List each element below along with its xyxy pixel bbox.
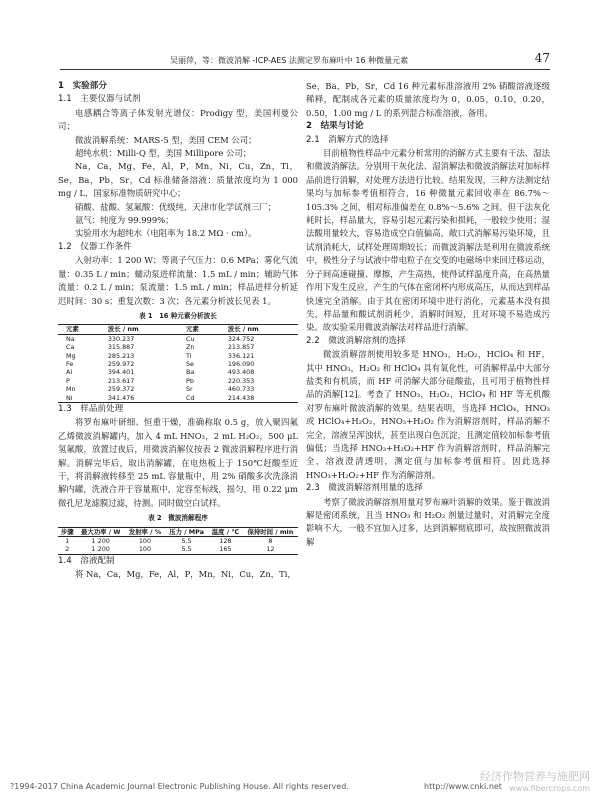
table-cell: 8	[268, 537, 273, 546]
table-row	[58, 334, 298, 343]
paragraph: 将罗布麻叶研细、恒重干燥，准确称取 0.5 g，放入聚四氟乙烯微波消解罐内，加入 4 mL HNO₃，2 mL H₂O₂，500 μL 氢氟酸，放置过夜后，用微波消解仪按表 2 微波消解程序进行消解。消解完毕后，取出消解罐，在电热板上于 150℃赶酸至近干，将消解液转移至 25 mL 容量瓶中，用 2% 硝酸多次洗涤消解内罐，洗液合并于容量瓶中，定容至标线，摇匀，用 0.22 μm 微孔尼龙滤膜过滤，待测。同时做空白试样。	[58, 417, 298, 508]
page-number: 47	[534, 51, 550, 65]
paragraph: Se，Ba，Pb，Sr，Cd 16 种元素标准溶液用 2% 硝酸溶液逐级稀释，配制成各元素的质量浓度均为 0，0.05，0.10，0.20，0.50，1.00 mg / L 的系列混合标准溶液，备用。	[306, 81, 550, 118]
table-cell: 493.408	[227, 368, 255, 377]
subsection-heading: 1.4 溶液配制	[58, 555, 115, 566]
table-cell: 100	[138, 537, 152, 546]
digestion-program-table	[58, 527, 298, 555]
table-cell: 336.121	[227, 351, 255, 360]
table-row	[58, 377, 298, 385]
paragraph: 超纯水机：Milli-Q 型，美国 Millipore 公司；	[75, 148, 252, 159]
table1-caption: 表 1 16 种元素分析波长	[139, 311, 217, 320]
table-cell: 5.5	[181, 545, 192, 554]
table-cell: 259.972	[107, 359, 135, 368]
section-heading: 2 结果与讨论	[306, 121, 364, 132]
paragraph: 入射功率：1 200 W；等离子气压力：0.6 MPa；雾化气流量：0.35 L / min；蠕动泵进样流量：1.5 mL / min；辅助气体流量：0.2 L / min；泵流量：1.5 mL / min；样品进样分析延迟时间：30 s；重复次数：3 次；各元素分析波长见表 1。	[58, 255, 298, 306]
table-cell: 341.476	[107, 393, 135, 402]
left-column	[58, 80, 298, 582]
table-cell: Sr	[185, 385, 193, 394]
table-cell: 394.401	[107, 368, 135, 377]
watermark-line: www.fibercrops.com	[509, 784, 590, 793]
table-header-cell: 压力 / MPa	[169, 527, 204, 536]
right-column	[306, 80, 550, 549]
watermark	[480, 768, 590, 793]
table-cell: Se	[185, 359, 194, 368]
table-row	[58, 385, 298, 393]
table-cell: 2	[65, 545, 70, 554]
table-cell: 285.213	[107, 351, 135, 360]
paragraph: 微波消解溶剂使用较多是 HNO₃，H₂O₂，HClO₄ 和 HF，其中 HNO₃，H₂O₂ 和 HClO₄ 具有氧化性，可消解样品中大部分盐类和有机质，而 HF 可消解大部分硅酸盐，且可用于植物性样品的消解[12]。考查了 HNO₃，H₂O₂，HClO₄ 和 HF 等无机酸对罗布麻叶微波消解的效果。结果表明，当选择 HClO₄，HNO₃ 或 HClO₄+H₂O₂，HNO₃+H₂O₂ 作为消解溶剂时，样品消解不完全，溶液呈浑浊状，甚至出现白色沉淀，且测定值较加标参考值偏低；当选择 HNO₃+H₂O₂+HF 作为消解溶剂时，样品消解完全，溶液澄清透明，测定值与加标参考值相符。因此选择 HNO₃+H₂O₂+HF 作为消解溶剂。	[306, 349, 550, 480]
table-cell: Al	[66, 368, 73, 377]
table-cell: 315.887	[107, 343, 135, 352]
wavelength-table-body	[58, 334, 298, 402]
wavelength-table	[58, 324, 298, 403]
table-cell: 100	[138, 545, 152, 554]
table-cell: 1	[65, 537, 70, 546]
paragraph: 电感耦合等离子体发射光谱仪：Prodigy 型，美国利曼公司；	[58, 107, 298, 132]
table-header-cell: 发射率 / %	[128, 527, 162, 536]
table-cell: 128	[219, 537, 232, 546]
table-row	[58, 352, 298, 360]
table-header-cell: 波长 / nm	[227, 325, 259, 334]
paragraph: 目前植物性样品中元素分析常用的消解方式主要有干法、湿法和微波消解法。分别用干灰化法、湿消解法和微波消解法对加标样品前进行消解，对处理方法进行比较。结果发现，三种方法测定结果均与加标参考值相符合，16 种微量元素回收率在 86.7%～105.3% 之间，相对标准偏差在 0.8%～5.6% 之间。但干法灰化耗时长，样品量大，容易引起元素污染和损耗，一般较少使用；湿法酸用量较大，容易造成空白值偏高，敞口式消解易污染环境，且试剂消耗大，试样处理周期较长；而微波消解法是利用在微波系统中，极性分子与试液中带电粒子在交变的电磁场中来回迁移运动，分子间高速碰撞、摩擦，产生高热，使得试样温度升高，在高热量作用下发生反应，产生的气体在密闭杯内形成高压，从而达到样品快速完全消解。由于其在密闭环境中进行消化，元素基本没有损失，样品量和酸试剂消耗少，消解时间短，且对环境不易造成污染。故实验采用微波消解法对样品进行消解。	[306, 148, 550, 333]
table-row	[58, 343, 298, 351]
table-cell: Mn	[66, 385, 76, 394]
table-cell: 196.090	[227, 359, 255, 368]
table-header-cell: 波长 / nm	[107, 325, 139, 334]
table-row	[58, 360, 298, 368]
paragraph: 将 Na，Ca，Mg，Fe，Al，P，Mn，Ni，Cu，Zn，Ti，	[75, 569, 296, 580]
section-heading: 1 实验部分	[58, 81, 107, 91]
table-row	[58, 545, 298, 554]
subsection-heading: 1.2 仪器工作条件	[58, 241, 132, 252]
subsection-heading: 2.3 微波消解溶剂用量的选择	[306, 483, 423, 494]
copyright-notice: ?1994-2017 China Academic Journal Electronic Publishing House. All rights reserved.	[10, 782, 349, 791]
table-cell: P	[66, 376, 70, 385]
table-cell: Cd	[185, 393, 195, 402]
table-cell: 214.438	[227, 393, 255, 402]
table-cell: 1 200	[91, 537, 110, 546]
table-header-cell: 元素	[185, 325, 199, 334]
table-cell: 213.857	[227, 343, 255, 352]
table-cell: Ti	[185, 351, 192, 360]
table-cell: 460.733	[227, 385, 255, 394]
watermark-line: 经济作物营养与施肥网	[480, 770, 590, 783]
table-cell: Ni	[66, 393, 73, 402]
table-cell: 5.5	[181, 537, 192, 546]
subsection-heading: 2.2 微波消解溶剂的选择	[306, 335, 406, 346]
paragraph: 氩气：纯度为 99.999%；	[75, 215, 174, 226]
table-cell: 1 200	[91, 545, 110, 554]
table-cell: 220.353	[227, 376, 255, 385]
table-row	[58, 537, 298, 546]
running-header	[60, 51, 550, 70]
table-row	[58, 368, 298, 376]
digestion-program-table-body	[58, 537, 298, 555]
table-row	[58, 394, 298, 403]
table-cell: Ca	[66, 343, 75, 352]
table-cell: Fe	[66, 359, 74, 368]
paragraph: 考察了微波消解溶剂用量对罗布麻叶消解的效果。鉴于微波消解是密闭系统，且当 HNO₃ 和 H₂O₂ 剂量过量时，对消解完全度影响不大，一般不宜加入过多，达到消解彻底即可，故按照微波消解	[306, 496, 550, 547]
table-header-cell: 温度 / ℃	[211, 527, 240, 536]
table-cell: Cu	[185, 334, 195, 343]
subsection-heading: 2.1 消解方式的选择	[306, 134, 389, 145]
header-title: 吴丽萍，等：微波消解 -ICP-AES 法测定罗布麻叶中 16 种微量元素	[170, 56, 409, 65]
table-cell: Zn	[185, 343, 195, 352]
table-cell: 259.372	[107, 385, 135, 394]
table-header-cell: 元素	[66, 325, 79, 334]
table-header-row	[58, 325, 298, 334]
paragraph: 微波消解系统：MARS-5 型，美国 CEM 公司；	[75, 134, 257, 145]
table-header-cell: 最大功率 / W	[80, 527, 121, 536]
paragraph: 实验用水为超纯水（电阻率为 18.2 MΩ · cm）。	[75, 228, 257, 239]
subsection-heading: 1.3 样品前处理	[58, 403, 124, 414]
paragraph: 硝酸、盐酸、氢氟酸：优级纯，天津市化学试剂三厂；	[75, 201, 276, 212]
table-cell: 165	[219, 545, 232, 554]
footer-link[interactable]: http://www.cnki.net	[424, 782, 502, 791]
table-header-cell: 步骤	[60, 527, 74, 536]
table-cell: 324.752	[227, 334, 255, 343]
subsection-heading: 1.1 主要仪器与试剂	[58, 94, 141, 105]
table-cell: Ba	[185, 368, 195, 377]
paragraph: Na，Ca，Mg，Fe，Al，P，Mn，Ni，Cu，Zn，Ti，Se，Ba，Pb，Sr，Cd 标准储备溶液：质量浓度均为 1 000 mg / L，国家标准物质研究中心；	[58, 161, 298, 199]
table-cell: Pb	[185, 376, 194, 385]
table-cell: Mg	[66, 351, 76, 360]
table-cell: 330.237	[107, 334, 135, 343]
table2-caption: 表 2 微波消解程序	[148, 514, 208, 523]
table-cell: 213.617	[107, 376, 135, 385]
table-cell: Na	[66, 334, 75, 343]
table-header-cell: 保持时间 / min	[247, 527, 294, 536]
table-cell: 12	[266, 545, 275, 554]
table-header-row	[58, 527, 298, 536]
